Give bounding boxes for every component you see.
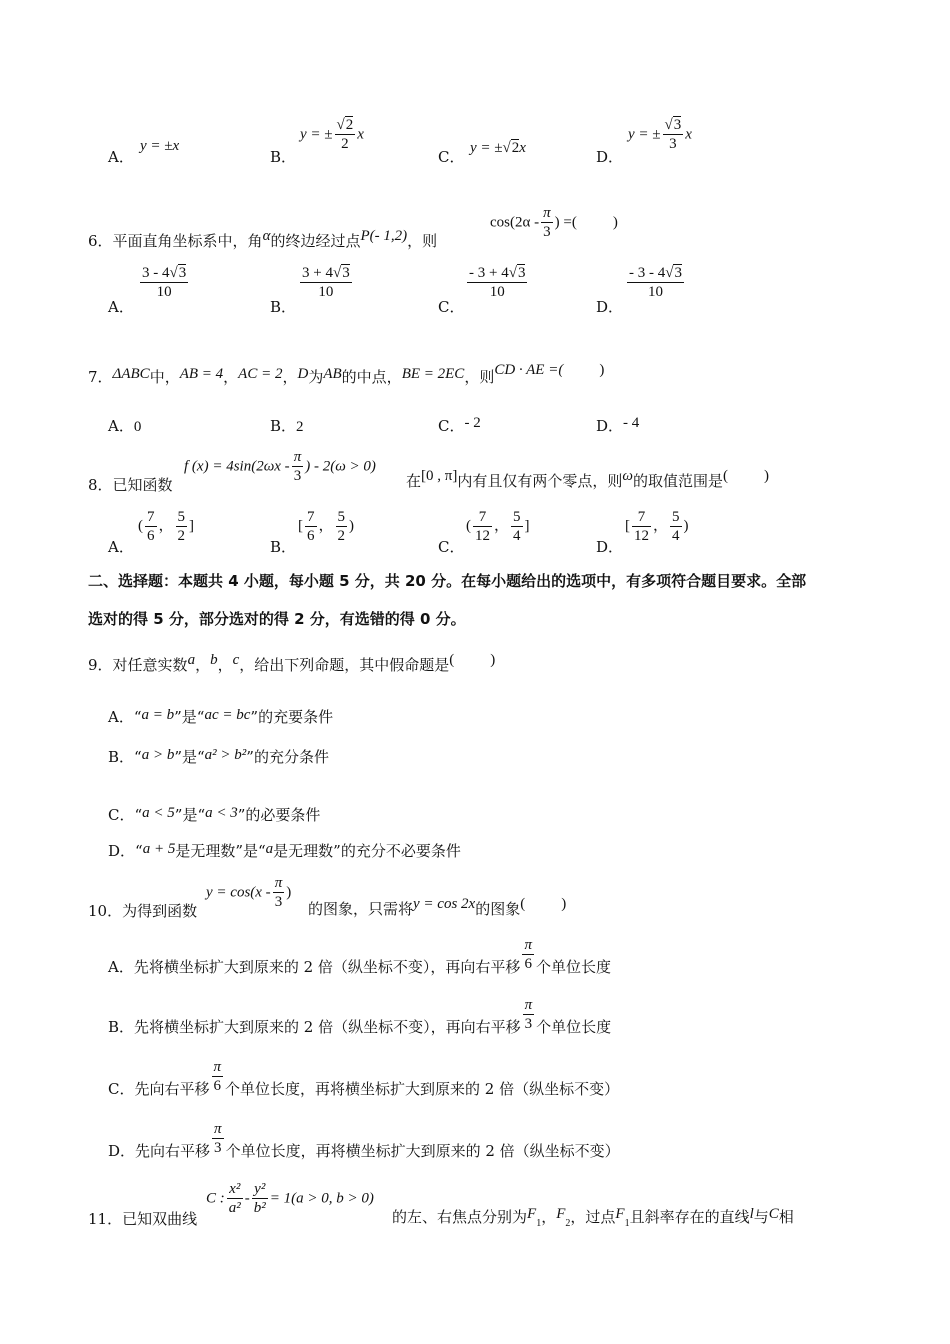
q7-option-b: B．2 [270,417,304,435]
q6-option-b-math: $\frac{3 + 4√3}{10}$ [302,265,350,300]
q9-option-c: C．“a < 5”是“a < 3”的必要条件 [108,805,321,824]
q5-option-c-math: y = ±√2x [470,140,526,156]
q9-stem: 9．对任意实数a，b，c，给出下列命题，其中假命题是( ) [88,652,496,674]
q6-stem: 6．平面直角坐标系中，角α的终边经过点P(- 1,2)，则 [88,228,438,250]
q8-option-b-math: [ $\frac{7}{6}$ ， $\frac{5}{2}$ ) [298,509,355,544]
q10-function: y = cos(x - $\frac{\pi}{3}$ ) [206,875,292,910]
q8-option-a-label: A． [108,538,134,556]
q7-option-c: C．- 2 [438,415,481,435]
q7-option-a: A．0 [108,417,142,435]
q8-function: f (x) = 4sin(2ωx - $\frac{\pi}{3}$ ) - 2(ω > 0) [184,449,376,484]
q6-option-c-math: $\frac{- 3 + 4√3}{10}$ [469,265,526,300]
q6-option-c-label: C． [438,298,465,316]
q5-option-a-label: A． [108,148,134,166]
q6-option-d-label: D． [596,298,624,316]
q10-option-d: D．先向右平移 $\frac{\pi}{3}$ 个单位长度，再将横坐标扩大到原来的 2 倍（纵坐标不变） [108,1121,620,1160]
q5-option-c-label: C． [438,148,465,166]
q10-option-b: B．先将横坐标扩大到原来的 2 倍（纵坐标不变），再向右平移 $\frac{\pi}{3}$ 个单位长度 [108,997,612,1036]
q5-option-b-math: y = ± $\frac{√2}{2}$ x [300,117,364,152]
q9-option-d: D．“a + 5是无理数”是“a是无理数”的充分不必要条件 [108,841,461,860]
q9-option-b: B．“a > b”是“a² > b²”的充分条件 [108,747,329,766]
q6-expression: cos(2α - $\frac{\pi}{3}$ ) =( ) [490,205,618,240]
q8-option-d-math: [ $\frac{7}{12}$ ， $\frac{5}{4}$ ) [625,509,689,544]
q8-option-c-label: C． [438,538,465,556]
q6-option-b-label: B． [270,298,297,316]
q5-option-b-label: B． [270,148,297,166]
q7-option-d: D．- 4 [596,415,640,435]
q7-stem: 7．ΔABC中，AB = 4，AC = 2，D为AB的中点，BE = 2EC，则CD · AE =( ) [88,362,605,386]
q9-option-a: A．“a = b”是“ac = bc”的充要条件 [108,707,334,726]
q8-option-a-math: ( $\frac{7}{6}$ ， $\frac{5}{2}$ ] [138,509,195,544]
q8-option-d-label: D． [596,538,624,556]
q8-number: 8．已知函数 [88,476,173,494]
q8-option-b-label: B． [270,538,297,556]
q5-option-a-math: y = ±x [140,138,180,154]
q8-option-c-math: ( $\frac{7}{12}$ ， $\frac{5}{4}$ ] [466,509,530,544]
q10-number: 10．为得到函数 [88,902,198,920]
q6-option-a-math: $\frac{3 - 4√3}{10}$ [142,265,187,300]
q8-stem-tail: 在[0 , π]内有且仅有两个零点，则ω的取值范围是( ) [406,468,769,490]
q6-option-a-label: A． [108,298,134,316]
q5-option-d-label: D． [596,148,624,166]
q11-number: 11．已知双曲线 [88,1210,198,1228]
q10-option-a: A．先将横坐标扩大到原来的 2 倍（纵坐标不变），再向右平移 $\frac{\pi}{6}$ 个单位长度 [108,937,611,976]
q5-option-d-math: y = ± $\frac{√3}{3}$ x [628,117,692,152]
q11-hyperbola: C : $\frac{\text{x²}}{\text{a²}}$ - $\frac{\text{y²}}{\text{b²}}$ = 1(a > 0, b > 0) [206,1181,374,1216]
section-2-line-2: 选对的得 5 分，部分选对的得 2 分，有选错的得 0 分。 [88,610,466,628]
q6-option-d-math: $\frac{- 3 - 4√3}{10}$ [629,265,682,300]
q10-stem-tail: 的图象，只需将y = cos 2x的图象( ) [308,896,567,918]
q11-stem-tail: 的左、右焦点分别为$F_1$，$F_2$，过点$F_1$且斜率存在的直线l与C相 [392,1206,794,1229]
q10-option-c: C．先向右平移 $\frac{\pi}{6}$ 个单位长度，再将横坐标扩大到原来的 2 倍（纵坐标不变） [108,1059,620,1098]
section-2-line-1: 二、选择题：本题共 4 小题，每小题 5 分，共 20 分。在每小题给出的选项中，有多项符合题目要求。全部 [88,572,807,590]
